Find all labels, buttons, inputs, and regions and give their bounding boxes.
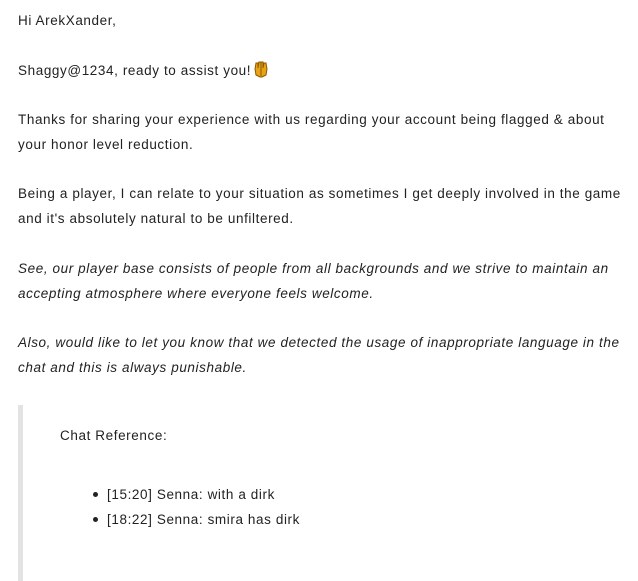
paragraph-warning: Also, would like to let you know that we detected the usage of inappropriate language in the chat and this is always punishable. <box>18 335 620 375</box>
chat-line: [15:20] Senna: with a dirk <box>107 482 300 507</box>
raised-hands-icon <box>253 60 269 86</box>
paragraph-community: See, our player base consists of people from all backgrounds and we strive to maintain an accepting atmosphere where everyone feels welcome. <box>18 261 609 301</box>
chat-reference-list <box>107 482 300 532</box>
chat-reference-title: Chat Reference: <box>60 428 168 443</box>
intro-text: Shaggy@1234, ready to assist you! <box>18 63 252 78</box>
chat-reference-quote <box>18 405 638 581</box>
paragraph-thanks: Thanks for sharing your experience with us regarding your account being flagged & about your honor level reduction. <box>18 112 605 152</box>
chat-line: [18:22] Senna: smira has dirk <box>107 507 300 532</box>
intro-line <box>18 58 624 86</box>
greeting: Hi ArekXander, <box>18 13 117 28</box>
paragraph-relate: Being a player, I can relate to your situation as sometimes I get deeply involved in the game and it's absolutely natural to be unfiltered. <box>18 186 621 226</box>
